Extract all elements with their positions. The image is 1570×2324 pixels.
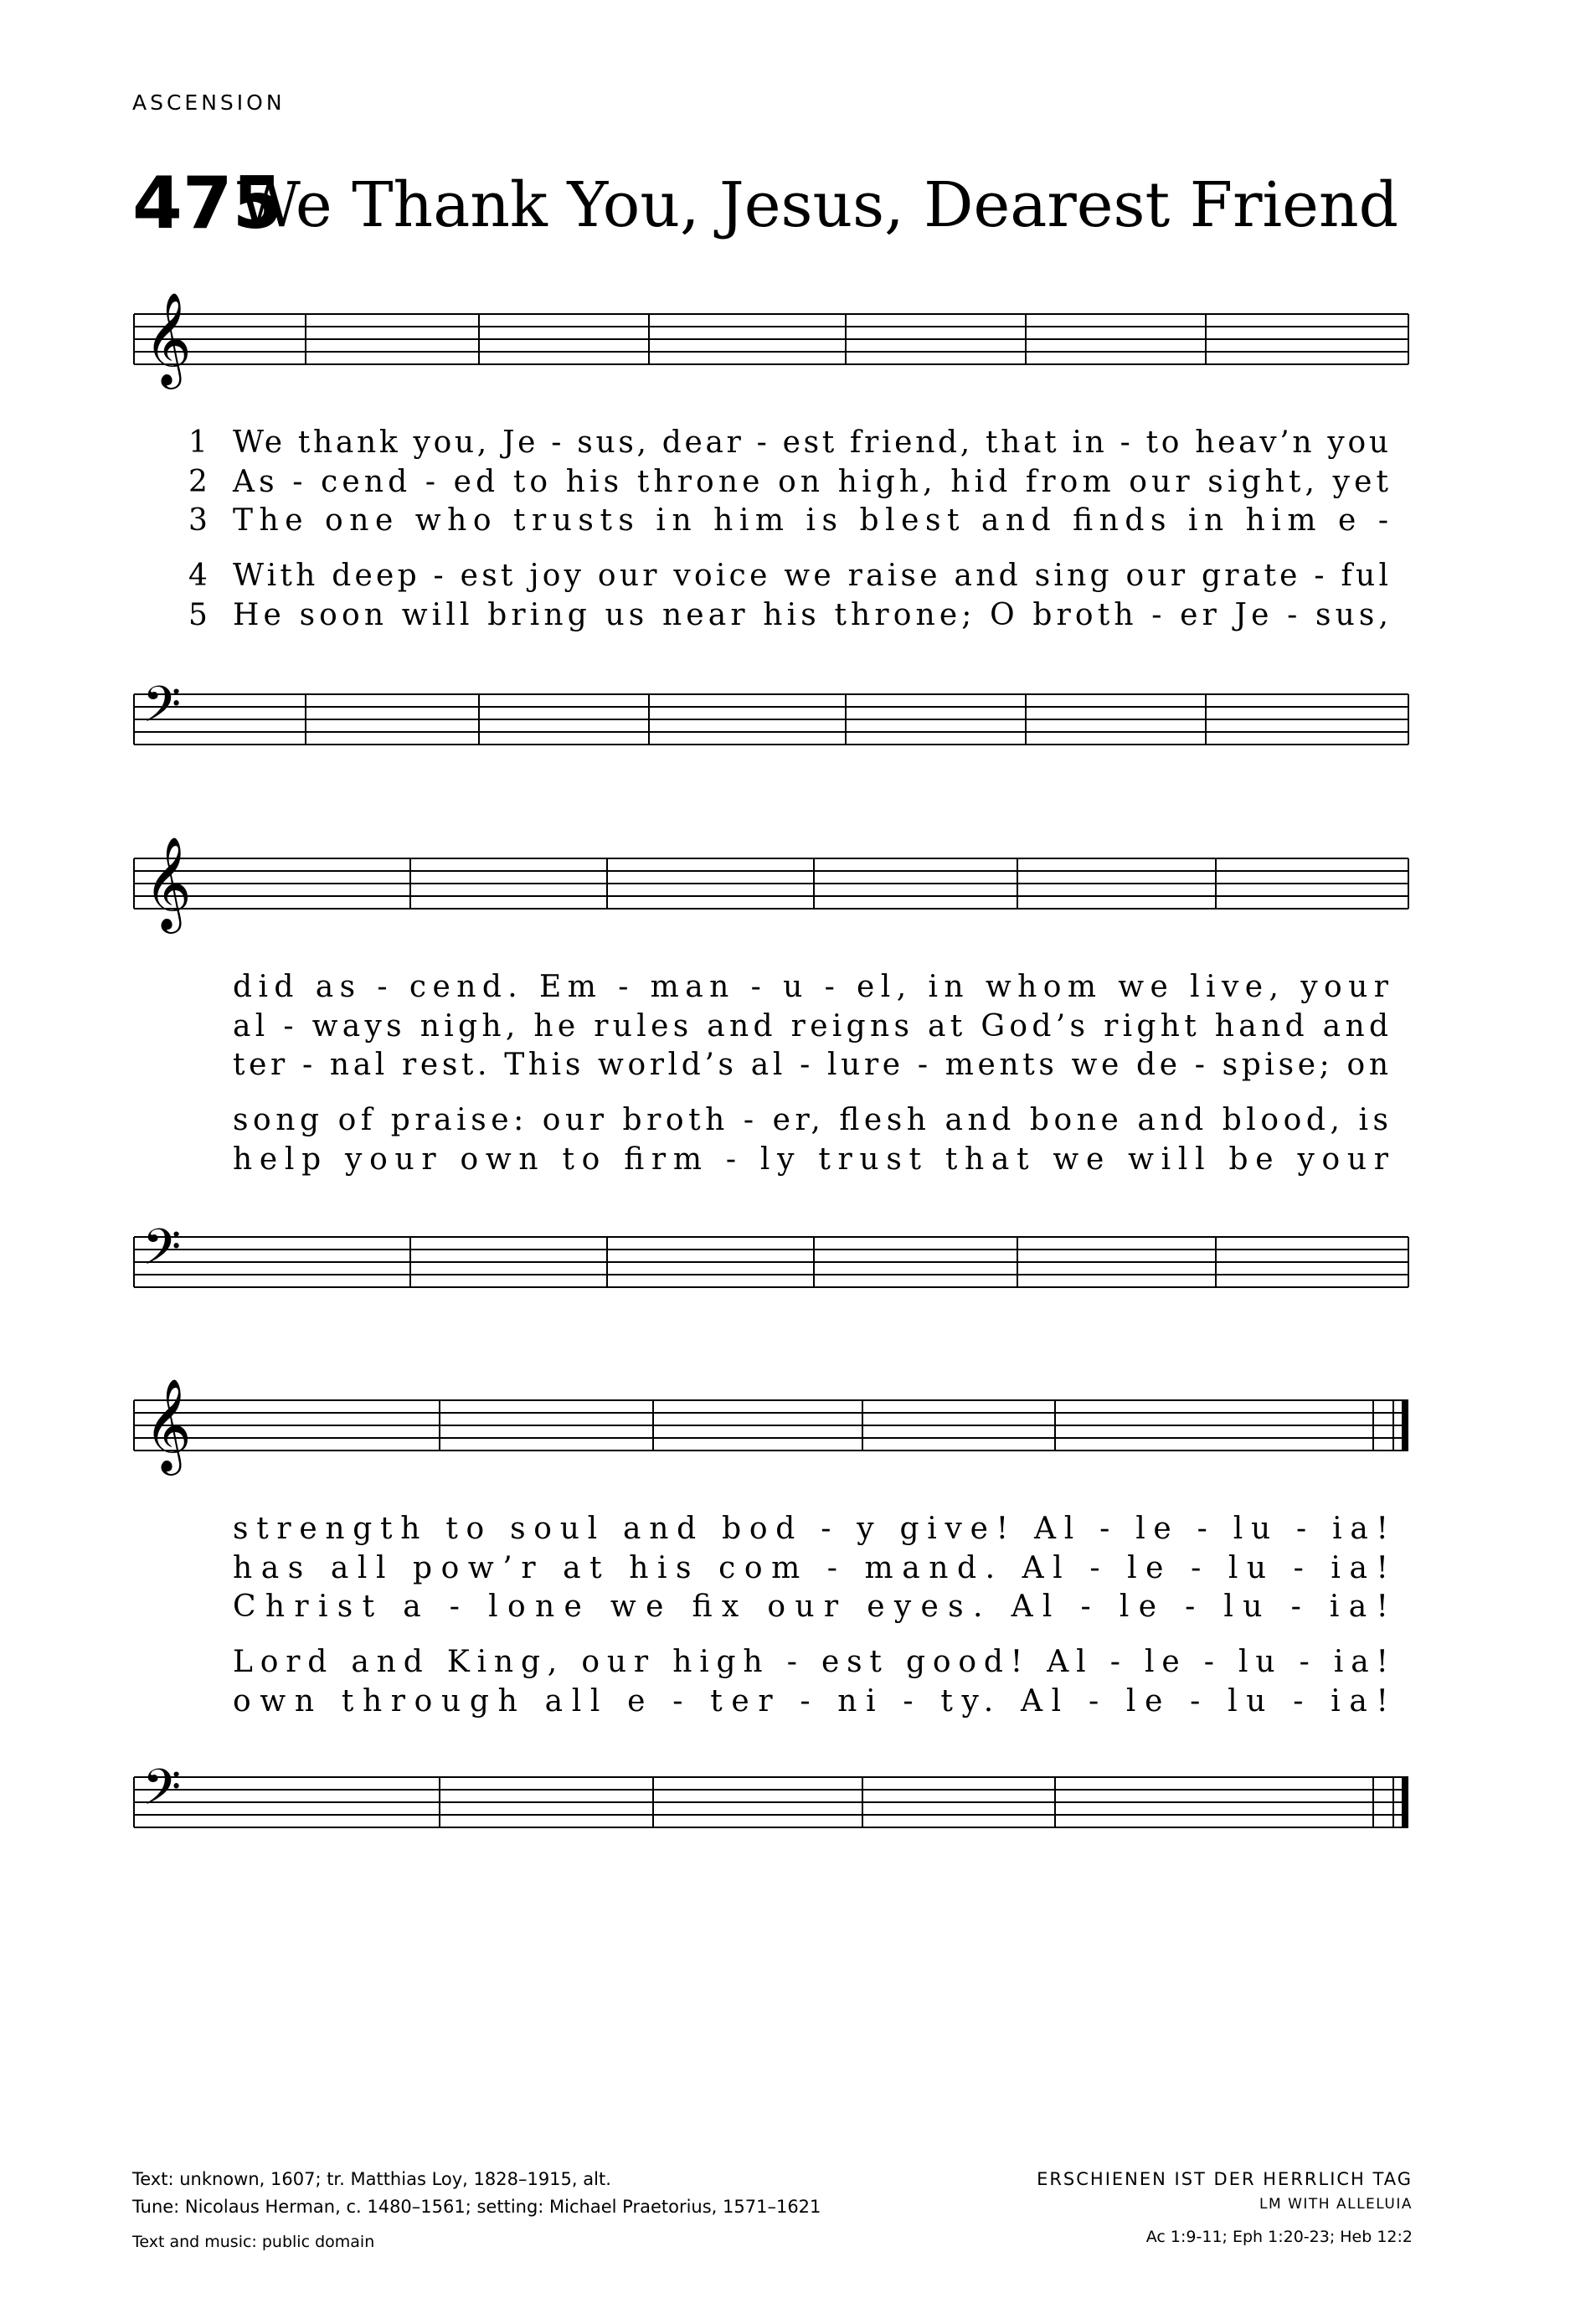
lyric-line: As - cend - ed to his throne on high, hid from our sight, yet: [233, 465, 1389, 499]
verse-number: 3: [188, 503, 208, 538]
lyric-line: Christ a - lone we fix our eyes. Al - le - lu - ia!: [233, 1590, 1388, 1624]
lyric-line: He soon will bring us near his throne; O broth - er Je - sus,: [233, 598, 1388, 632]
meter: LM WITH ALLELUIA: [1259, 2195, 1413, 2213]
bass-clef-icon: 𝄢: [142, 1218, 182, 1288]
bass-clef-icon: 𝄢: [142, 675, 182, 745]
verse-number: 2: [188, 465, 208, 499]
lyric-line: al - ways nigh, he rules and reigns at God’s right hand and: [233, 1009, 1388, 1043]
final-barline: [1402, 1400, 1408, 1451]
lyric-line: help your own to firm - ly trust that we will be your: [233, 1142, 1388, 1177]
lyric-line: ter - nal rest. This world’s al - lure - ments we de - spise; on: [233, 1048, 1388, 1082]
verse-number: 4: [188, 559, 208, 593]
tune-credit: Tune: Nicolaus Herman, c. 1480–1561; setting: Michael Praetorius, 1571–1621: [132, 2196, 821, 2217]
hymn-number: 475: [132, 162, 283, 245]
bass-clef-icon: 𝄢: [142, 1758, 182, 1828]
scripture-references: Ac 1:9-11; Eph 1:20-23; Heb 12:2: [1145, 2227, 1413, 2246]
lyric-line: song of praise: our broth - er, flesh and bone and blood, is: [233, 1103, 1388, 1137]
verse-number: 1: [188, 425, 208, 460]
rights-notice: Text and music: public domain: [132, 2233, 375, 2252]
lyric-line: did as - cend. Em - man - u - el, in whom we live, your: [233, 970, 1388, 1004]
tune-info: [1037, 2166, 1413, 2249]
verse-number: 5: [188, 598, 208, 632]
lyric-line: The one who trusts in him is blest and finds in him e -: [233, 503, 1388, 538]
treble-clef-icon: 𝄞: [144, 836, 192, 930]
lyric-line: We thank you, Je - sus, dear - est friend, that in - to heav’n you: [233, 425, 1389, 460]
text-credit: Text: unknown, 1607; tr. Matthias Loy, 1828–1915, alt.: [132, 2169, 611, 2189]
final-barline: [1402, 1777, 1408, 1827]
lyric-line: has all pow’r at his com - mand. Al - le - lu - ia!: [233, 1551, 1389, 1585]
treble-clef-icon: 𝄞: [144, 1378, 192, 1471]
section-label: ASCENSION: [132, 90, 286, 115]
lyric-line: With deep - est joy our voice we raise and sing our grate - ful: [233, 559, 1388, 593]
lyric-line: own through all e - ter - ni - ty. Al - le - lu - ia!: [233, 1684, 1388, 1719]
treble-clef-icon: 𝄞: [144, 291, 192, 385]
tune-name: ERSCHIENEN IST DER HERRLICH TAG: [1037, 2169, 1413, 2189]
lyric-line: Lord and King, our high - est good! Al - le - lu - ia!: [233, 1645, 1388, 1679]
hymn-title: We Thank You, Jesus, Dearest Friend: [236, 169, 1398, 241]
lyric-line: strength to soul and bod - y give! Al - le - lu - ia!: [233, 1512, 1388, 1546]
credits: [132, 2166, 821, 2255]
